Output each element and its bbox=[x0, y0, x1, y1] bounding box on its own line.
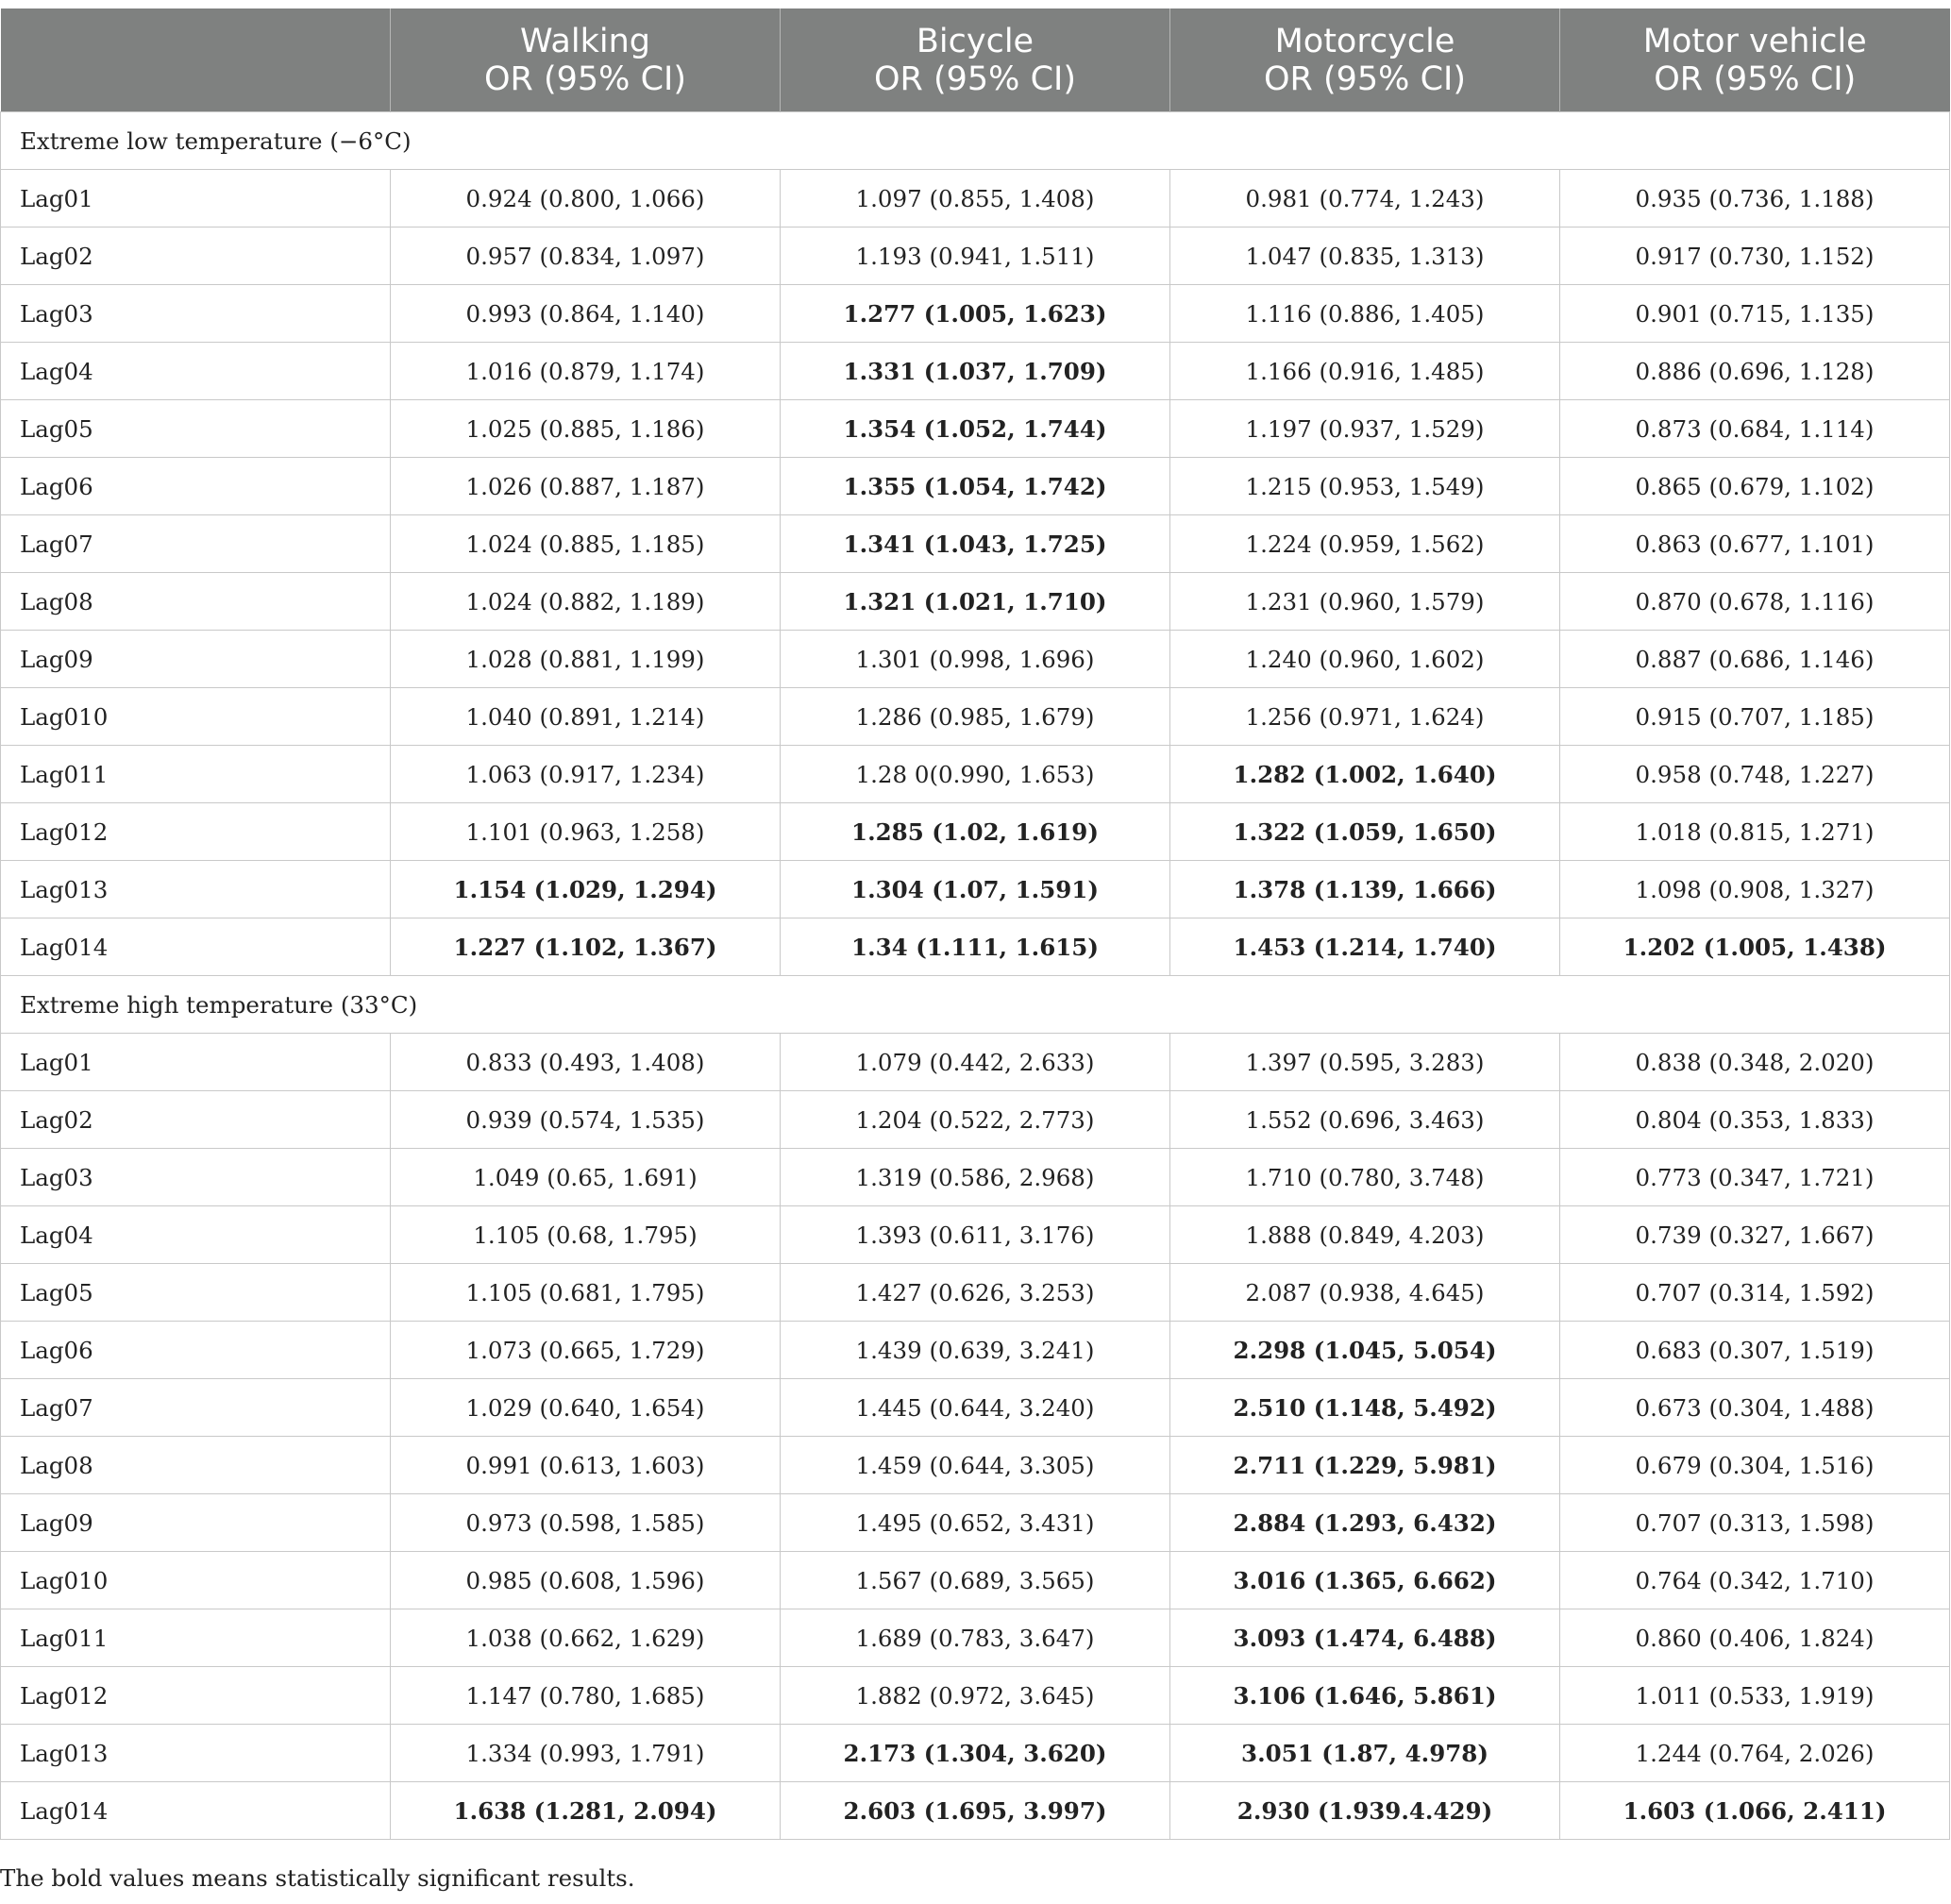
or-value-cell: 1.024 (0.885, 1.185) bbox=[391, 515, 781, 573]
or-value-cell: 2.510 (1.148, 5.492) bbox=[1170, 1379, 1560, 1437]
or-value-cell: 2.173 (1.304, 3.620) bbox=[781, 1725, 1170, 1782]
table-row bbox=[1, 1379, 1950, 1437]
or-value-cell: 0.957 (0.834, 1.097) bbox=[391, 227, 781, 285]
lag-label: Lag03 bbox=[1, 285, 391, 343]
lag-label: Lag06 bbox=[1, 1322, 391, 1379]
or-value-cell: 1.073 (0.665, 1.729) bbox=[391, 1322, 781, 1379]
lag-label: Lag05 bbox=[1, 1264, 391, 1322]
or-value-cell: 1.378 (1.139, 1.666) bbox=[1170, 861, 1560, 918]
header-title: Motorcycle bbox=[1274, 22, 1455, 60]
or-value-cell: 0.865 (0.679, 1.102) bbox=[1560, 458, 1950, 515]
lag-label: Lag07 bbox=[1, 1379, 391, 1437]
or-value-cell: 1.040 (0.891, 1.214) bbox=[391, 688, 781, 746]
or-value-cell: 1.334 (0.993, 1.791) bbox=[391, 1725, 781, 1782]
table-row bbox=[1, 573, 1950, 631]
lag-label: Lag03 bbox=[1, 1149, 391, 1206]
or-value-cell: 1.116 (0.886, 1.405) bbox=[1170, 285, 1560, 343]
or-value-cell: 0.991 (0.613, 1.603) bbox=[391, 1437, 781, 1494]
lag-label: Lag07 bbox=[1, 515, 391, 573]
or-value-cell: 1.445 (0.644, 3.240) bbox=[781, 1379, 1170, 1437]
table-row bbox=[1, 1034, 1950, 1091]
or-value-cell: 1.304 (1.07, 1.591) bbox=[781, 861, 1170, 918]
table-row bbox=[1, 400, 1950, 458]
or-value-cell: 1.552 (0.696, 3.463) bbox=[1170, 1091, 1560, 1149]
or-value-cell: 0.973 (0.598, 1.585) bbox=[391, 1494, 781, 1552]
table-container bbox=[0, 8, 1951, 1840]
header-motor-vehicle bbox=[1560, 8, 1950, 112]
or-value-cell: 1.256 (0.971, 1.624) bbox=[1170, 688, 1560, 746]
or-value-cell: 1.024 (0.882, 1.189) bbox=[391, 573, 781, 631]
lag-label: Lag012 bbox=[1, 803, 391, 861]
or-value-cell: 0.673 (0.304, 1.488) bbox=[1560, 1379, 1950, 1437]
or-value-cell: 3.051 (1.87, 4.978) bbox=[1170, 1725, 1560, 1782]
or-value-cell: 3.016 (1.365, 6.662) bbox=[1170, 1552, 1560, 1609]
or-value-cell: 1.197 (0.937, 1.529) bbox=[1170, 400, 1560, 458]
lag-label: Lag02 bbox=[1, 1091, 391, 1149]
or-value-cell: 1.105 (0.68, 1.795) bbox=[391, 1206, 781, 1264]
or-value-cell: 1.026 (0.887, 1.187) bbox=[391, 458, 781, 515]
or-value-cell: 1.603 (1.066, 2.411) bbox=[1560, 1782, 1950, 1840]
table-row bbox=[1, 861, 1950, 918]
header-subtitle: OR (95% CI) bbox=[874, 59, 1076, 98]
table-row bbox=[1, 1437, 1950, 1494]
odds-ratio-table bbox=[0, 8, 1950, 1840]
or-value-cell: 0.985 (0.608, 1.596) bbox=[391, 1552, 781, 1609]
table-row bbox=[1, 285, 1950, 343]
or-value-cell: 0.833 (0.493, 1.408) bbox=[391, 1034, 781, 1091]
or-value-cell: 0.901 (0.715, 1.135) bbox=[1560, 285, 1950, 343]
table-row bbox=[1, 631, 1950, 688]
header-title: Bicycle bbox=[916, 22, 1034, 60]
or-value-cell: 1.322 (1.059, 1.650) bbox=[1170, 803, 1560, 861]
or-value-cell: 0.683 (0.307, 1.519) bbox=[1560, 1322, 1950, 1379]
lag-label: Lag014 bbox=[1, 1782, 391, 1840]
table-footnote: The bold values means statistically significant results. bbox=[0, 1864, 635, 1892]
table-row bbox=[1, 343, 1950, 400]
or-value-cell: 1.888 (0.849, 4.203) bbox=[1170, 1206, 1560, 1264]
lag-label: Lag05 bbox=[1, 400, 391, 458]
section-title: Extreme high temperature (33°C) bbox=[1, 976, 1950, 1034]
or-value-cell: 0.707 (0.314, 1.592) bbox=[1560, 1264, 1950, 1322]
or-value-cell: 1.301 (0.998, 1.696) bbox=[781, 631, 1170, 688]
or-value-cell: 1.331 (1.037, 1.709) bbox=[781, 343, 1170, 400]
or-value-cell: 0.764 (0.342, 1.710) bbox=[1560, 1552, 1950, 1609]
or-value-cell: 0.804 (0.353, 1.833) bbox=[1560, 1091, 1950, 1149]
or-value-cell: 1.286 (0.985, 1.679) bbox=[781, 688, 1170, 746]
or-value-cell: 1.011 (0.533, 1.919) bbox=[1560, 1667, 1950, 1725]
or-value-cell: 0.679 (0.304, 1.516) bbox=[1560, 1437, 1950, 1494]
or-value-cell: 1.079 (0.442, 2.633) bbox=[781, 1034, 1170, 1091]
or-value-cell: 0.886 (0.696, 1.128) bbox=[1560, 343, 1950, 400]
or-value-cell: 1.204 (0.522, 2.773) bbox=[781, 1091, 1170, 1149]
or-value-cell: 3.093 (1.474, 6.488) bbox=[1170, 1609, 1560, 1667]
lag-label: Lag04 bbox=[1, 1206, 391, 1264]
or-value-cell: 3.106 (1.646, 5.861) bbox=[1170, 1667, 1560, 1725]
table-row bbox=[1, 688, 1950, 746]
or-value-cell: 1.240 (0.960, 1.602) bbox=[1170, 631, 1560, 688]
or-value-cell: 1.215 (0.953, 1.549) bbox=[1170, 458, 1560, 515]
table-row bbox=[1, 1149, 1950, 1206]
lag-label: Lag08 bbox=[1, 573, 391, 631]
or-value-cell: 1.202 (1.005, 1.438) bbox=[1560, 918, 1950, 976]
or-value-cell: 1.147 (0.780, 1.685) bbox=[391, 1667, 781, 1725]
section-row bbox=[1, 976, 1950, 1034]
table-row bbox=[1, 1322, 1950, 1379]
or-value-cell: 2.930 (1.939.4.429) bbox=[1170, 1782, 1560, 1840]
or-value-cell: 1.038 (0.662, 1.629) bbox=[391, 1609, 781, 1667]
header-motorcycle bbox=[1170, 8, 1560, 112]
or-value-cell: 2.884 (1.293, 6.432) bbox=[1170, 1494, 1560, 1552]
or-value-cell: 1.047 (0.835, 1.313) bbox=[1170, 227, 1560, 285]
or-value-cell: 1.098 (0.908, 1.327) bbox=[1560, 861, 1950, 918]
or-value-cell: 0.838 (0.348, 2.020) bbox=[1560, 1034, 1950, 1091]
or-value-cell: 0.917 (0.730, 1.152) bbox=[1560, 227, 1950, 285]
or-value-cell: 1.882 (0.972, 3.645) bbox=[781, 1667, 1170, 1725]
or-value-cell: 1.319 (0.586, 2.968) bbox=[781, 1149, 1170, 1206]
or-value-cell: 1.231 (0.960, 1.579) bbox=[1170, 573, 1560, 631]
or-value-cell: 0.773 (0.347, 1.721) bbox=[1560, 1149, 1950, 1206]
or-value-cell: 1.244 (0.764, 2.026) bbox=[1560, 1725, 1950, 1782]
header-subtitle: OR (95% CI) bbox=[1654, 59, 1857, 98]
header-title: Walking bbox=[520, 22, 650, 60]
or-value-cell: 0.958 (0.748, 1.227) bbox=[1560, 746, 1950, 803]
or-value-cell: 1.689 (0.783, 3.647) bbox=[781, 1609, 1170, 1667]
lag-label: Lag010 bbox=[1, 1552, 391, 1609]
table-row bbox=[1, 515, 1950, 573]
or-value-cell: 0.739 (0.327, 1.667) bbox=[1560, 1206, 1950, 1264]
table-row bbox=[1, 803, 1950, 861]
or-value-cell: 2.603 (1.695, 3.997) bbox=[781, 1782, 1170, 1840]
header-title: Motor vehicle bbox=[1642, 22, 1867, 60]
or-value-cell: 0.935 (0.736, 1.188) bbox=[1560, 170, 1950, 227]
or-value-cell: 0.870 (0.678, 1.116) bbox=[1560, 573, 1950, 631]
or-value-cell: 1.166 (0.916, 1.485) bbox=[1170, 343, 1560, 400]
or-value-cell: 1.427 (0.626, 3.253) bbox=[781, 1264, 1170, 1322]
or-value-cell: 1.063 (0.917, 1.234) bbox=[391, 746, 781, 803]
lag-label: Lag014 bbox=[1, 918, 391, 976]
header-blank bbox=[1, 8, 391, 112]
lag-label: Lag09 bbox=[1, 631, 391, 688]
lag-label: Lag011 bbox=[1, 1609, 391, 1667]
table-row bbox=[1, 1552, 1950, 1609]
table-row bbox=[1, 1264, 1950, 1322]
or-value-cell: 0.915 (0.707, 1.185) bbox=[1560, 688, 1950, 746]
or-value-cell: 2.087 (0.938, 4.645) bbox=[1170, 1264, 1560, 1322]
lag-label: Lag012 bbox=[1, 1667, 391, 1725]
or-value-cell: 1.397 (0.595, 3.283) bbox=[1170, 1034, 1560, 1091]
lag-label: Lag010 bbox=[1, 688, 391, 746]
or-value-cell: 1.025 (0.885, 1.186) bbox=[391, 400, 781, 458]
or-value-cell: 1.028 (0.881, 1.199) bbox=[391, 631, 781, 688]
or-value-cell: 1.101 (0.963, 1.258) bbox=[391, 803, 781, 861]
table-row bbox=[1, 1494, 1950, 1552]
or-value-cell: 1.34 (1.111, 1.615) bbox=[781, 918, 1170, 976]
or-value-cell: 1.097 (0.855, 1.408) bbox=[781, 170, 1170, 227]
table-row bbox=[1, 458, 1950, 515]
lag-label: Lag08 bbox=[1, 1437, 391, 1494]
or-value-cell: 1.193 (0.941, 1.511) bbox=[781, 227, 1170, 285]
table-row bbox=[1, 1206, 1950, 1264]
header-walking bbox=[391, 8, 781, 112]
or-value-cell: 1.638 (1.281, 2.094) bbox=[391, 1782, 781, 1840]
or-value-cell: 1.354 (1.052, 1.744) bbox=[781, 400, 1170, 458]
or-value-cell: 0.887 (0.686, 1.146) bbox=[1560, 631, 1950, 688]
or-value-cell: 1.710 (0.780, 3.748) bbox=[1170, 1149, 1560, 1206]
table-row bbox=[1, 227, 1950, 285]
or-value-cell: 1.439 (0.639, 3.241) bbox=[781, 1322, 1170, 1379]
or-value-cell: 1.321 (1.021, 1.710) bbox=[781, 573, 1170, 631]
or-value-cell: 2.711 (1.229, 5.981) bbox=[1170, 1437, 1560, 1494]
lag-label: Lag04 bbox=[1, 343, 391, 400]
lag-label: Lag013 bbox=[1, 861, 391, 918]
or-value-cell: 1.154 (1.029, 1.294) bbox=[391, 861, 781, 918]
or-value-cell: 1.105 (0.681, 1.795) bbox=[391, 1264, 781, 1322]
or-value-cell: 1.282 (1.002, 1.640) bbox=[1170, 746, 1560, 803]
section-row bbox=[1, 112, 1950, 170]
lag-label: Lag01 bbox=[1, 1034, 391, 1091]
or-value-cell: 1.453 (1.214, 1.740) bbox=[1170, 918, 1560, 976]
or-value-cell: 1.285 (1.02, 1.619) bbox=[781, 803, 1170, 861]
section-title: Extreme low temperature (−6°C) bbox=[1, 112, 1950, 170]
or-value-cell: 1.341 (1.043, 1.725) bbox=[781, 515, 1170, 573]
or-value-cell: 1.28 0(0.990, 1.653) bbox=[781, 746, 1170, 803]
lag-label: Lag013 bbox=[1, 1725, 391, 1782]
or-value-cell: 1.049 (0.65, 1.691) bbox=[391, 1149, 781, 1206]
or-value-cell: 0.981 (0.774, 1.243) bbox=[1170, 170, 1560, 227]
header-row bbox=[1, 8, 1950, 112]
or-value-cell: 0.939 (0.574, 1.535) bbox=[391, 1091, 781, 1149]
or-value-cell: 1.393 (0.611, 3.176) bbox=[781, 1206, 1170, 1264]
or-value-cell: 1.277 (1.005, 1.623) bbox=[781, 285, 1170, 343]
lag-label: Lag01 bbox=[1, 170, 391, 227]
table-row bbox=[1, 1782, 1950, 1840]
or-value-cell: 1.224 (0.959, 1.562) bbox=[1170, 515, 1560, 573]
table-header bbox=[1, 8, 1950, 112]
or-value-cell: 1.227 (1.102, 1.367) bbox=[391, 918, 781, 976]
table-row bbox=[1, 1667, 1950, 1725]
header-bicycle bbox=[781, 8, 1170, 112]
or-value-cell: 1.355 (1.054, 1.742) bbox=[781, 458, 1170, 515]
or-value-cell: 0.860 (0.406, 1.824) bbox=[1560, 1609, 1950, 1667]
table-body bbox=[1, 112, 1950, 1840]
or-value-cell: 1.029 (0.640, 1.654) bbox=[391, 1379, 781, 1437]
table-row bbox=[1, 746, 1950, 803]
lag-label: Lag02 bbox=[1, 227, 391, 285]
table-row bbox=[1, 918, 1950, 976]
or-value-cell: 1.567 (0.689, 3.565) bbox=[781, 1552, 1170, 1609]
table-row bbox=[1, 1609, 1950, 1667]
lag-label: Lag011 bbox=[1, 746, 391, 803]
or-value-cell: 0.924 (0.800, 1.066) bbox=[391, 170, 781, 227]
header-subtitle: OR (95% CI) bbox=[484, 59, 686, 98]
or-value-cell: 0.707 (0.313, 1.598) bbox=[1560, 1494, 1950, 1552]
table-row bbox=[1, 1725, 1950, 1782]
or-value-cell: 1.495 (0.652, 3.431) bbox=[781, 1494, 1170, 1552]
table-row bbox=[1, 170, 1950, 227]
or-value-cell: 0.873 (0.684, 1.114) bbox=[1560, 400, 1950, 458]
or-value-cell: 1.018 (0.815, 1.271) bbox=[1560, 803, 1950, 861]
header-subtitle: OR (95% CI) bbox=[1264, 59, 1466, 98]
or-value-cell: 0.993 (0.864, 1.140) bbox=[391, 285, 781, 343]
lag-label: Lag06 bbox=[1, 458, 391, 515]
or-value-cell: 2.298 (1.045, 5.054) bbox=[1170, 1322, 1560, 1379]
or-value-cell: 1.459 (0.644, 3.305) bbox=[781, 1437, 1170, 1494]
or-value-cell: 1.016 (0.879, 1.174) bbox=[391, 343, 781, 400]
lag-label: Lag09 bbox=[1, 1494, 391, 1552]
or-value-cell: 0.863 (0.677, 1.101) bbox=[1560, 515, 1950, 573]
table-row bbox=[1, 1091, 1950, 1149]
